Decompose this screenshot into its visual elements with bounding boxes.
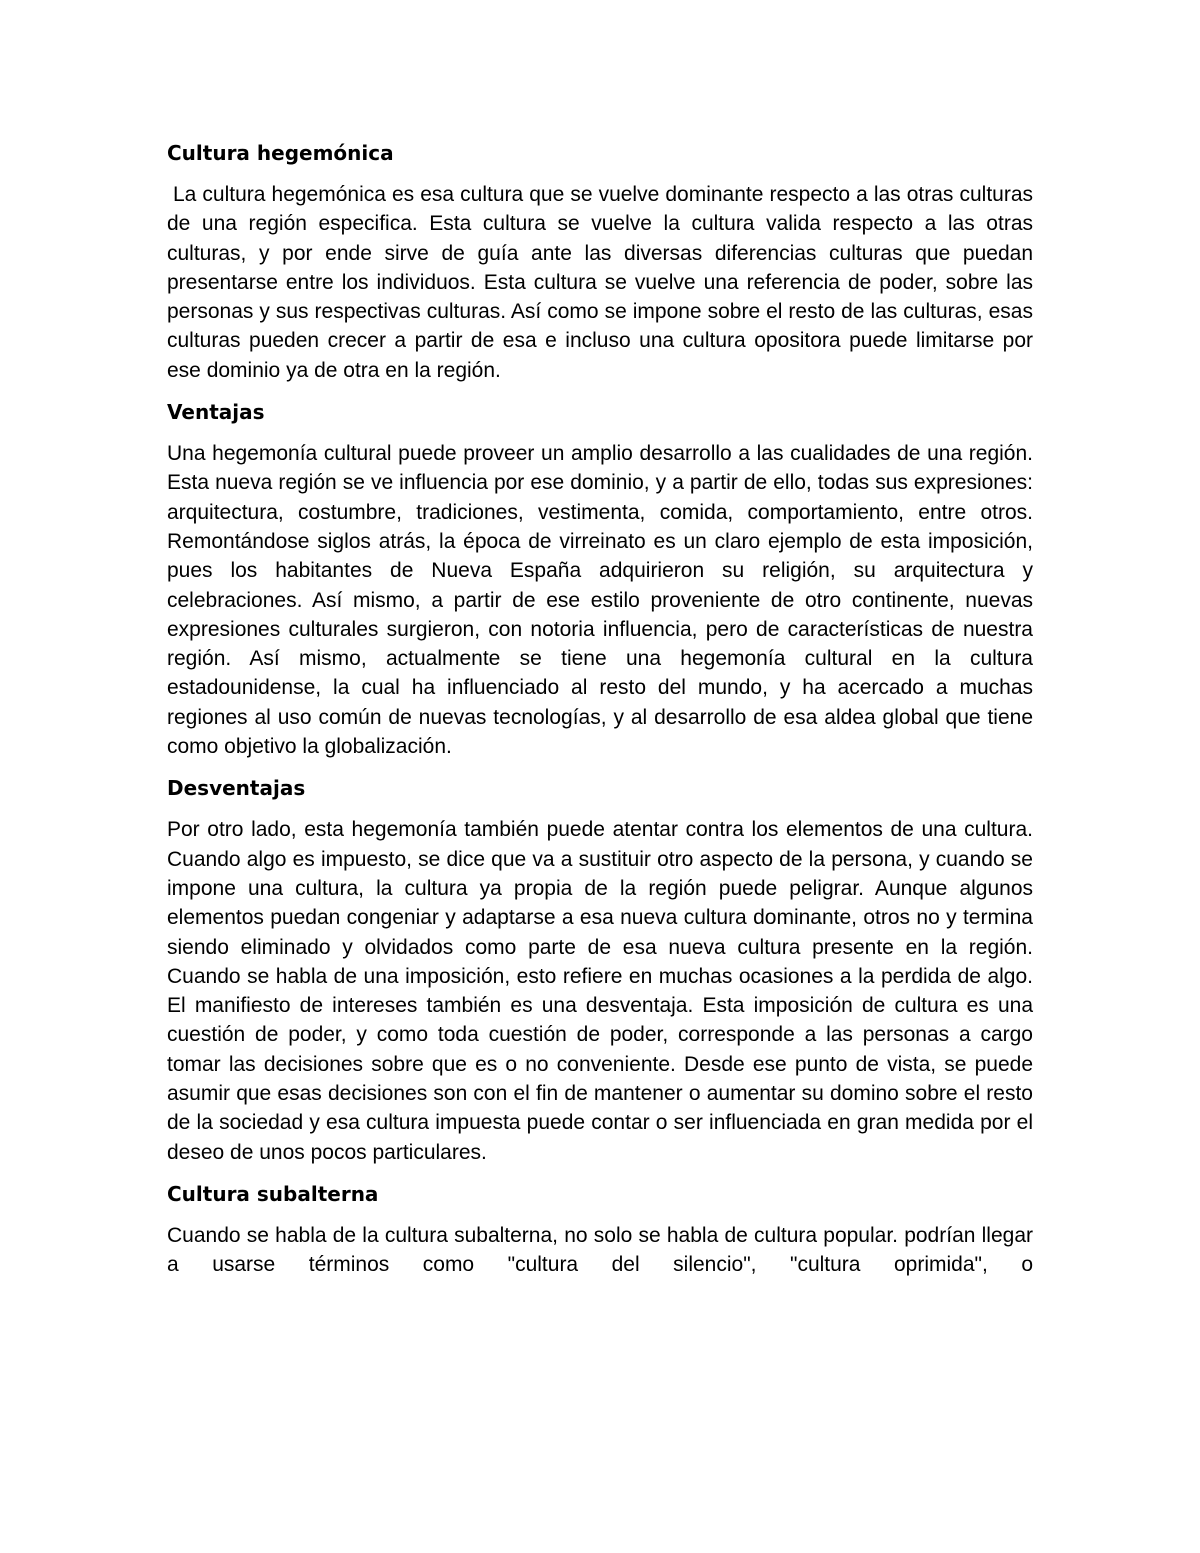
section-heading-cultura-subalterna: Cultura subalterna [167,1181,379,1206]
section-body-desventajas: Por otro lado, esta hegemonía también puede atentar contra los elementos de una cultura. Cuando algo es impuesto, se dice que va a sustituir otro aspecto de la persona, y cuando se impone una cultura, la cultura ya propia de la región puede peligrar. Aunque algunos elementos puedan congeniar y adaptarse a esa nueva cultura dominante, otros no y termina siendo eliminado y olvidados como parte de esa nueva cultura presente en la región. Cuando se habla de una imposición, esto refiere en muchas ocasiones a la perdida de algo. El manifiesto de intereses también es una desventaja. Esta imposición de cultura es una cuestión de poder, y como toda cuestión de poder, corresponde a las personas a cargo tomar las decisiones sobre que es o no conveniente. Desde ese punto de vista, se puede asumir que esas decisiones son con el fin de mantener o aumentar su domino sobre el resto de la sociedad y esa cultura impuesta puede contar o ser influenciada en gran medida por el deseo de unos pocos particulares. [167,818,1033,1164]
section-body-cultura-hegemonica: La cultura hegemónica es esa cultura que se vuelve dominante respecto a las otras culturas de una región especifica. Esta cultura se vuelve la cultura valida respecto a las otras culturas, y por ende sirve de guía ante las diversas diferencias culturas que puedan presentarse entre los individuos. Esta cultura se vuelve una referencia de poder, sobre las personas y sus respectivas culturas. Así como se impone sobre el resto de las culturas, esas culturas pueden crecer a partir de esa e incluso una cultura opositora puede limitarse por ese dominio ya de otra en la región. [167,183,1033,382]
section-heading-cultura-hegemonica: Cultura hegemónica [167,141,394,165]
section-heading-ventajas: Ventajas [167,400,265,425]
section-body-cultura-subalterna: Cuando se habla de la cultura subalterna, no solo se habla de cultura popular. podrían llegar a usarse términos como "cultura del silencio", "cultura oprimida", o [167,1223,1033,1277]
section-body-ventajas: Una hegemonía cultural puede proveer un amplio desarrollo a las cualidades de una región. Esta nueva región se ve influencia por ese dominio, y a partir de ello, todas sus expresiones: arquitectura, costumbre, tradiciones, vestimenta, comida, comportamiento, entre otros. Remontándose siglos atrás, la época de virreinato es un claro ejemplo de esta imposición, pues los habitantes de Nueva España adquirieron su religión, su arquitectura y celebraciones. Así mismo, a partir de ese estilo proveniente de otro continente, nuevas expresiones culturales surgieron, con notoria influencia, pero de características de nuestra región. Así mismo, actualmente se tiene una hegemonía cultural en la cultura estadounidense, la cual ha influenciado al resto del mundo, y ha acercado a muchas regiones al uso común de nuevas tecnologías, y al desarrollo de esa aldea global que tiene como objetivo la globalización. [167,442,1033,759]
document-page [167,138,1033,1292]
section-heading-desventajas: Desventajas [167,776,306,801]
